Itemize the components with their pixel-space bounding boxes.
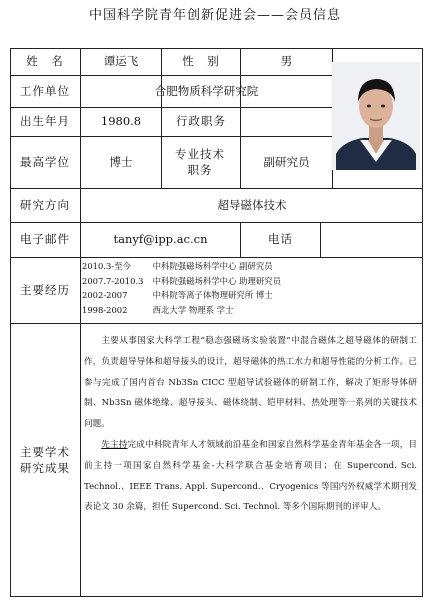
achievements-text bbox=[80, 329, 421, 595]
admin-post-label: 行政职务 bbox=[176, 114, 226, 129]
phone-label: 电话 bbox=[268, 232, 293, 247]
phone-value bbox=[321, 223, 423, 257]
resume-title: 助理研究员 bbox=[239, 275, 281, 286]
research-value: 超导磁体技术 bbox=[217, 197, 287, 212]
resume-item bbox=[80, 274, 423, 289]
birth-value: 1980.8 bbox=[100, 114, 142, 129]
page-title: 中国科学院青年创新促进会——会员信息 bbox=[88, 8, 341, 23]
gender-value: 男 bbox=[280, 53, 293, 68]
achievement-lead: 先主持 bbox=[101, 439, 128, 450]
resume-title: 博士 bbox=[255, 290, 273, 301]
name-value: 谭运飞 bbox=[103, 53, 139, 68]
gender-label: 性 别 bbox=[182, 53, 220, 68]
tech-post-value: 副研究员 bbox=[263, 154, 310, 169]
resume-org: 中科院强磁场科学中心 bbox=[152, 261, 237, 271]
resume-item bbox=[80, 303, 423, 318]
resume-item bbox=[80, 288, 423, 303]
resume-period: 2002-2007 bbox=[82, 290, 128, 301]
resume-label: 主要经历 bbox=[20, 282, 70, 297]
resume-period: 2007.7-2010.3 bbox=[82, 275, 144, 286]
degree-value: 博士 bbox=[109, 154, 133, 169]
name-label: 姓 名 bbox=[26, 53, 64, 68]
email-value[interactable]: tanyf@ipp.ac.cn bbox=[113, 232, 208, 247]
achievement-paragraph bbox=[84, 435, 417, 518]
achievement-body: 完成中科院青年人才领域前沿基金和国家自然科学基金青年基金各一项，目前主持一项国家自然科学基金-大科学联合基金培育项目；在 Supercond. Sci. Technol.、IEEE Trans. Appl. Supercond.、Cryogenics 等国内外权威学术期刊发表论文 30 余篇，担任 Supercond. Sci. Technol. 等多个国际期刊的评审人。 bbox=[84, 439, 417, 513]
admin-post-value bbox=[241, 108, 332, 136]
achievement-paragraph: 主要从事国家大科学工程“稳态强磁场实验装置”中混合磁体之超导磁体的研制工作，负责超导导体和超导接头的设计，超导磁体的热工水力和超导性能的分析工作。已参与完成了国内首台 Nb3Sn CICC 型超导试验磁体的研制工作，解决了矩形导体研制、Nb3Sn 磁体绝缘、超导接头、磁体绕制、铠甲材料、热处理等一系列的关键技术问题。 bbox=[84, 336, 417, 430]
resume-title: 物理系 学士 bbox=[188, 304, 234, 315]
resume-title: 副研究员 bbox=[239, 261, 273, 271]
tech-post-label: 专业技术职务 bbox=[175, 146, 225, 177]
email-label: 电子邮件 bbox=[20, 232, 70, 247]
resume-period: 2010.3-至今 bbox=[82, 261, 131, 271]
resume-period: 1998-2002 bbox=[82, 304, 128, 315]
resume-org: 西北大学 bbox=[152, 304, 187, 315]
resume-org: 中科院等离子体物理研究所 bbox=[152, 290, 254, 301]
birth-label: 出生年月 bbox=[20, 114, 70, 129]
degree-label: 最高学位 bbox=[20, 154, 70, 169]
member-photo bbox=[332, 62, 420, 170]
resume-item bbox=[80, 259, 423, 274]
research-label: 研究方向 bbox=[20, 197, 70, 212]
employer-value: 合肥物质科学研究院 bbox=[154, 83, 259, 98]
resume-list bbox=[80, 259, 423, 317]
portrait-image bbox=[332, 62, 420, 170]
employer-label: 工作单位 bbox=[20, 83, 70, 98]
resume-org: 中科院强磁场科学中心 bbox=[152, 275, 237, 286]
achievements-label: 主要学术研究成果 bbox=[20, 444, 70, 475]
